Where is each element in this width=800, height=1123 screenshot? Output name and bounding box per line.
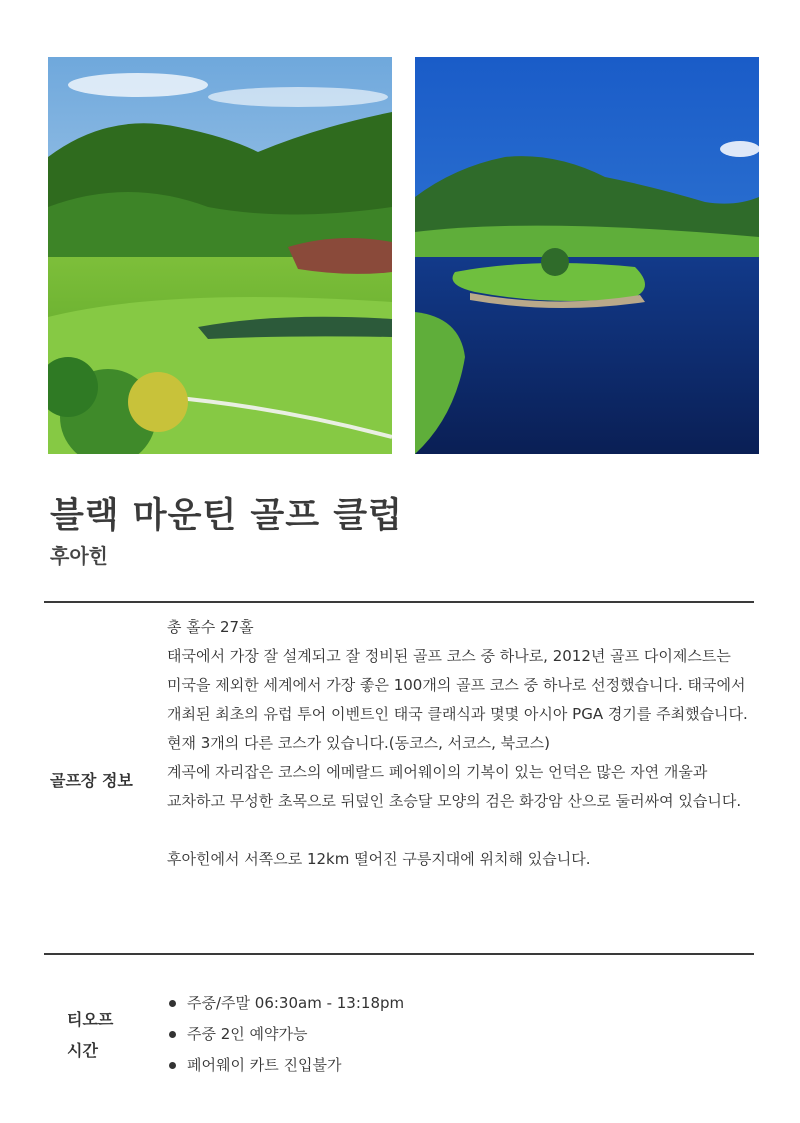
- bullet-icon: [169, 1062, 176, 1069]
- hole-count-text: 총 홀수 27홀: [167, 618, 254, 636]
- teeoff-cart-rule: 페어웨이 카트 진입불가: [187, 1056, 342, 1074]
- section-divider: [44, 601, 754, 603]
- course-scenery-text: 계곡에 자리잡은 코스의 에메랄드 페어웨이의 기복이 있는 언덕은 많은 자연 개울과 교차하고 무성한 초목으로 뒤덮인 초승달 모양의 검은 화강암 산으로 둘러싸여 있습니다.: [167, 763, 742, 810]
- teeoff-booking: 주중 2인 예약가능: [187, 1025, 308, 1043]
- teeoff-list: [167, 988, 404, 1081]
- bullet-icon: [169, 1000, 176, 1007]
- golf-course-lake-photo: [415, 57, 759, 454]
- list-item: [167, 1019, 404, 1050]
- golf-course-mountain-photo: [48, 57, 392, 454]
- course-layout-text: 현재 3개의 다른 코스가 있습니다.(동코스, 서코스, 북코스): [167, 734, 550, 752]
- list-item: [167, 988, 404, 1019]
- section-divider: [44, 953, 754, 955]
- info-section-body: [167, 613, 753, 874]
- course-description-text: 태국에서 가장 잘 설계되고 잘 정비된 골프 코스 중 하나로, 2012년 골프 다이제스트는 미국을 제외한 세계에서 가장 좋은 100개의 골프 코스 중 하나로 선정했습니다. 태국에서 개최된 최초의 유럽 투어 이벤트인 태국 클래식과 몇몇 아시아 PGA 경기를 주최했습니다.: [167, 647, 748, 723]
- teeoff-hours: 주중/주말 06:30am - 13:18pm: [187, 994, 405, 1012]
- teeoff-label-line1: 티오프: [67, 1010, 114, 1029]
- list-item: [167, 1050, 404, 1081]
- course-location-text: 후아힌에서 서쪽으로 12km 떨어진 구릉지대에 위치해 있습니다.: [167, 850, 591, 868]
- course-title: 블랙 마운틴 골프 클럽: [50, 496, 403, 536]
- paragraph-spacer: [167, 816, 753, 845]
- bullet-icon: [169, 1031, 176, 1038]
- info-section-label: 골프장 정보: [50, 771, 133, 790]
- teeoff-section-label: [67, 1004, 113, 1066]
- teeoff-label-line2: 시간: [67, 1041, 98, 1060]
- course-location: 후아힌: [50, 544, 108, 568]
